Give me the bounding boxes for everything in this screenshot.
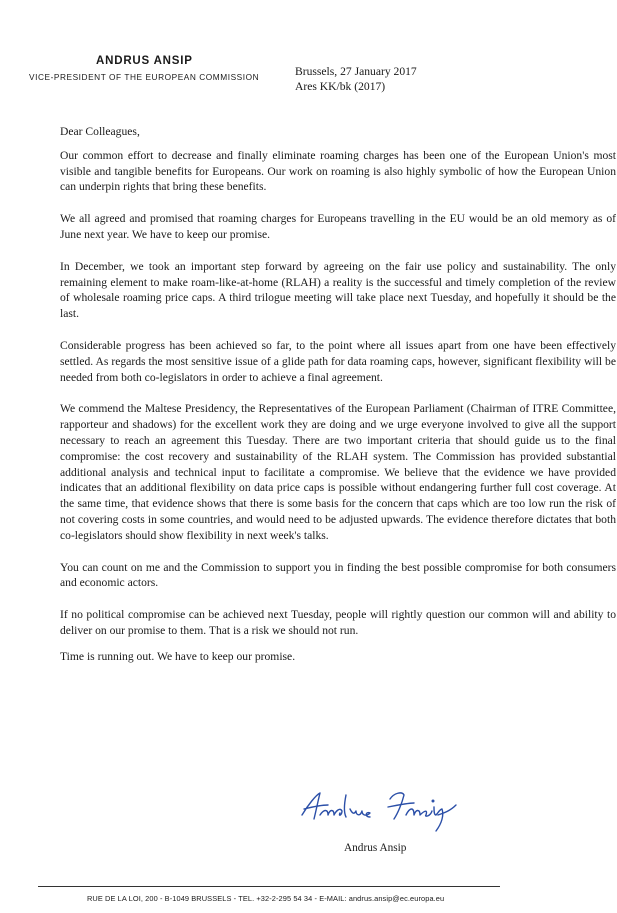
paragraph: Time is running out. We have to keep our promise. bbox=[60, 649, 296, 663]
signature-strokes bbox=[302, 793, 456, 831]
signer-name: Andrus Ansip bbox=[344, 842, 407, 854]
paragraph: In December, we took an important step forward by agreeing on the fair use policy and sustainability. The only remaining element to make roam-like-at-home (RLAH) a reality is the successful and timely completion of the review of wholesale roaming price caps. A third trilogue meeting will take place next Tuesday, and hopefully it should be the last. bbox=[60, 259, 616, 321]
letter-meta bbox=[295, 64, 417, 94]
place-date: Brussels, 27 January 2017 bbox=[295, 65, 417, 78]
letterhead-title: VICE-PRESIDENT OF THE EUROPEAN COMMISSION bbox=[29, 72, 260, 82]
paragraph: Our common effort to decrease and finally eliminate roaming charges has been one of the European Union's most visible and tangible benefits for Europeans. Our work on roaming is also highly symbolic of how the European Union can underpin rights that bring these benefits. bbox=[60, 148, 616, 194]
paragraph: We all agreed and promised that roaming charges for Europeans travelling in the EU would be an old memory as of June next year. We have to keep our promise. bbox=[60, 212, 616, 241]
salutation: Dear Colleagues, bbox=[60, 125, 140, 138]
footer-divider bbox=[38, 886, 500, 887]
paragraph: If no political compromise can be achieved next Tuesday, people will rightly question our common will and ability to deliver on our promise to them. That is a risk we should not run. bbox=[60, 608, 616, 637]
handwritten-signature-icon bbox=[298, 785, 478, 833]
reference-number: Ares KK/bk (2017) bbox=[295, 80, 386, 93]
letterhead-name: ANDRUS ANSIP bbox=[96, 55, 193, 67]
paragraph: We commend the Maltese Presidency, the Representatives of the European Parliament (Chairman of ITRE Committee, rapporteur and shadows) for the excellent work they are doing and we urge everyone involved to give all the support necessary to reach an agreement this Tuesday. There are two important criteria that should guide us to the final compromise: the cost recovery and sustainability of the RLAH system. The Commission has provided substantial additional analysis and technical input to facilitate a compromise. We believe that the evidence we have provided indicates that an additional flexibility on data price caps is possible without endangering further full cost coverage. At the same time, that evidence shows that there is some basis for the concern that caps which are too low run the risk of not covering costs in some countries, and would need to be adjusted upwards. The evidence therefore dictates that both co-legislators should show flexibility in next week's talks. bbox=[60, 402, 616, 542]
paragraph: Considerable progress has been achieved so far, to the point where all issues apart from one have been effectively settled. As regards the most sensitive issue of a glide path for data roaming caps, however, significant flexibility will be needed from both co-legislators in order to achieve a final agreement. bbox=[60, 338, 616, 384]
letter-body bbox=[60, 124, 616, 681]
paragraph: You can count on me and the Commission to support you in finding the best possible compromise for both consumers and economic actors. bbox=[60, 560, 616, 590]
footer-address: RUE DE LA LOI, 200 - B-1049 BRUSSELS - TEL. +32-2-295 54 34 - E-MAIL: andrus.ansip@ec.europa.eu bbox=[87, 894, 445, 903]
